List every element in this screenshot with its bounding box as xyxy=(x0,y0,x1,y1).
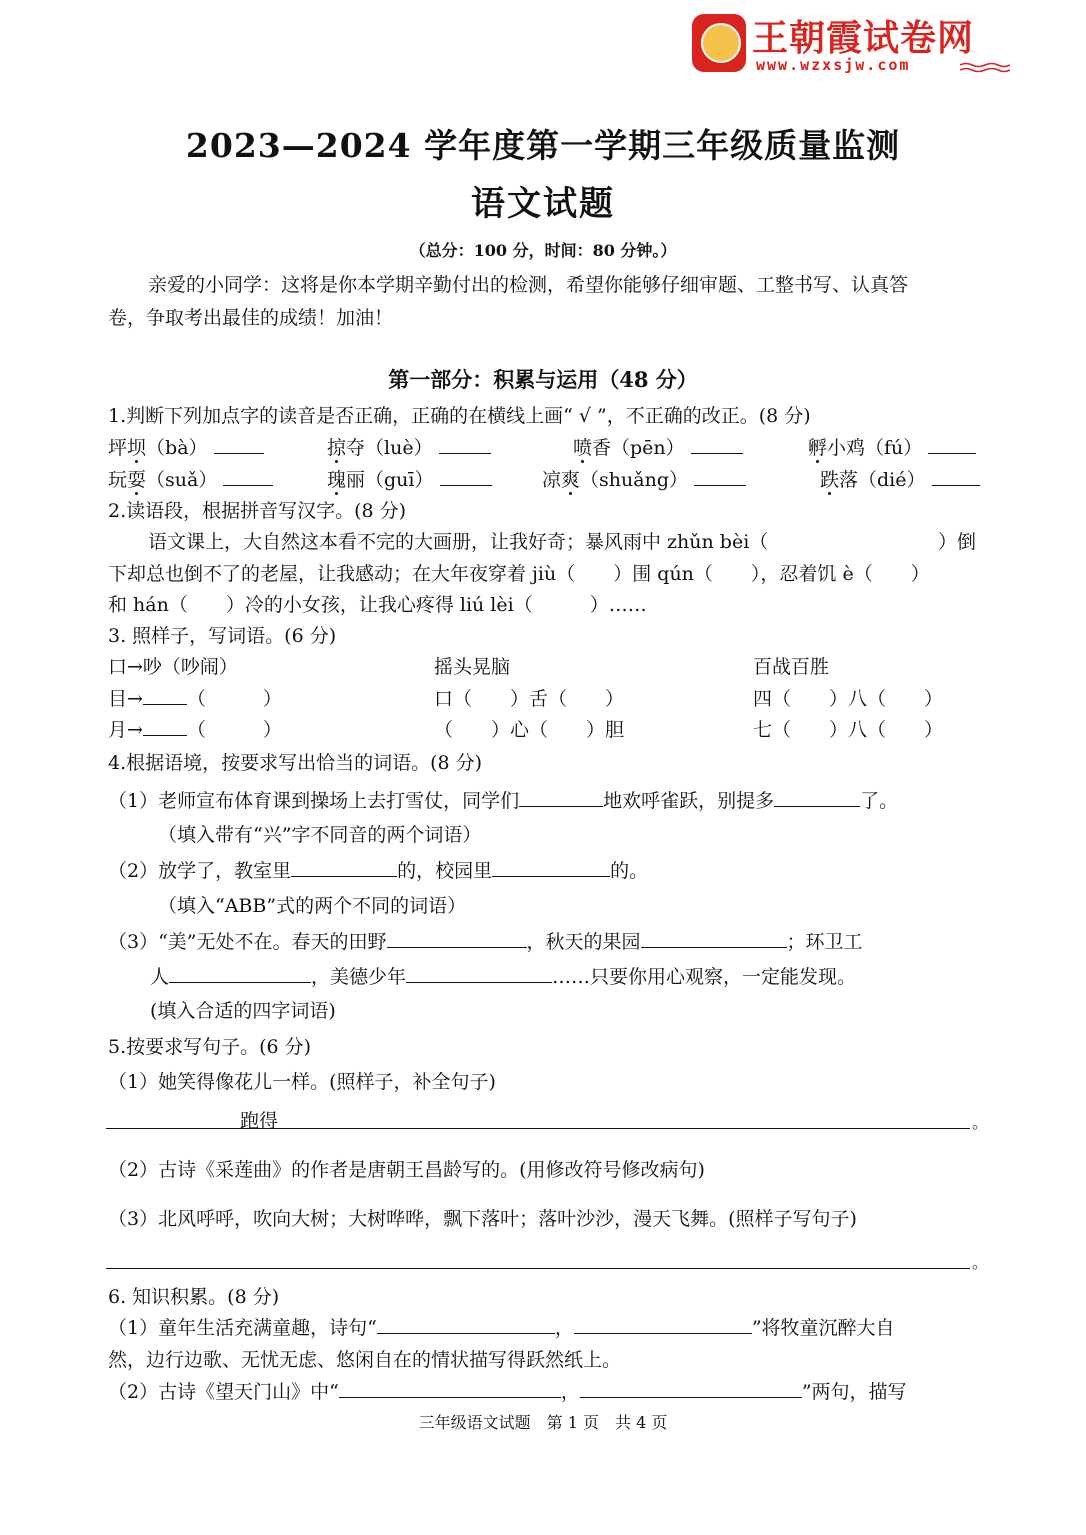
q4-sentence-2: （2）放学了，教室里 的，校园里 的。 xyxy=(108,860,649,882)
logo-url: www.wzxsjw.com xyxy=(756,56,911,74)
q3-answer-blank[interactable] xyxy=(143,717,187,736)
q1-item-3: 喷香（pēn） xyxy=(573,433,743,460)
exam-subtitle: 语文试题 xyxy=(471,184,615,224)
q4-answer-blank[interactable] xyxy=(169,964,311,983)
logo-title: 王朝霞试卷网 xyxy=(752,18,975,59)
q4-answer-blank[interactable] xyxy=(492,858,610,877)
q1-item-1: 坪坝（bà） xyxy=(108,433,264,460)
exam-title: 2023—2024 学年度第一学期三年级质量监测 xyxy=(185,126,901,165)
q1-answer-blank[interactable] xyxy=(214,435,264,454)
q3-example-2: 摇头晃脑 xyxy=(434,656,511,678)
exam-meta: （总分：100 分，时间：80 分钟。） xyxy=(409,241,677,260)
q2-line-1a: 语文课上，大自然这本看不完的大画册，让我好奇；暴风雨中 zhǔn bèi（ xyxy=(148,531,769,553)
q2-line-1b: ）倒 xyxy=(938,531,977,553)
q4-sentence-3: （3）“美”无处不在。春天的田野 ，秋天的果园 ；环卫工 xyxy=(108,931,863,953)
q3-row-2-right: 七（ ）八（ ） xyxy=(753,719,944,741)
q2-line-2: 下却总也倒不了的老屋，让我感动；在大年夜穿着 jiù（ ）围 qún（ ），忍着饥 è（ ） xyxy=(108,563,930,585)
wave-icon xyxy=(960,62,1010,74)
q1-answer-blank[interactable] xyxy=(694,467,746,486)
q2-title: 2.读语段，根据拼音写汉字。(8 分) xyxy=(108,500,407,522)
q3-example-3: 百战百胜 xyxy=(753,656,830,678)
q5-sentence-2: （2）古诗《采莲曲》的作者是唐朝王昌龄写的。(用修改符号修改病句) xyxy=(108,1159,705,1181)
q6-answer-blank[interactable] xyxy=(574,1315,752,1334)
q1-item-2: 掠夺（luè） xyxy=(327,433,491,460)
q3-answer-blank[interactable] xyxy=(143,686,187,705)
q1-item-5: 玩耍（suǎ） xyxy=(108,465,273,492)
q5-period-1: 。 xyxy=(972,1113,989,1132)
q4-note-1: （填入带有“兴”字不同音的两个词语） xyxy=(158,824,482,846)
q4-note-2: （填入“ABB”式的两个不同的词语） xyxy=(158,895,467,917)
q3-row-1-left: 目→ （ ） xyxy=(108,688,282,710)
q6-answer-blank[interactable] xyxy=(580,1379,802,1398)
q6-answer-blank[interactable] xyxy=(377,1315,555,1334)
q1-answer-blank[interactable] xyxy=(932,467,980,486)
page-footer: 三年级语文试题 第 1 页 共 4 页 xyxy=(418,1413,668,1432)
q4-note-3: (填入合适的四字词语) xyxy=(150,1000,336,1022)
q1-item-6: 瑰丽（guī） xyxy=(327,465,492,492)
intro-line-1: 亲爱的小同学：这将是你本学期辛勤付出的检测，希望你能够仔细审题、工整书写、认真答 xyxy=(148,274,909,296)
q4-answer-blank[interactable] xyxy=(387,929,527,948)
q6-sentence-2: （2）古诗《望天门山》中“ ， ”两句，描写 xyxy=(108,1381,907,1403)
q3-row-1-middle: 口（ ）舌（ ） xyxy=(434,688,625,710)
q5-answer-prefix: 跑得 xyxy=(240,1110,279,1132)
q4-title: 4.根据语境，按要求写出恰当的词语。(8 分) xyxy=(108,752,483,774)
q5-title: 5.按要求写句子。(6 分) xyxy=(108,1036,312,1058)
q1-answer-blank[interactable] xyxy=(439,435,491,454)
q1-answer-blank[interactable] xyxy=(928,435,976,454)
q1-answer-blank[interactable] xyxy=(691,435,743,454)
q1-answer-blank[interactable] xyxy=(223,467,273,486)
intro-line-2: 卷，争取考出最佳的成绩！加油！ xyxy=(108,307,394,329)
q3-row-1-right: 四（ ）八（ ） xyxy=(753,688,944,710)
q3-row-2-middle: （ ）心（ ）胆 xyxy=(434,719,625,741)
q1-item-4: 孵小鸡（fú） xyxy=(808,433,976,460)
q4-answer-blank[interactable] xyxy=(291,858,397,877)
q5-answer-line-1[interactable] xyxy=(106,1128,970,1129)
q3-example-1: 口→吵（吵闹） xyxy=(108,656,238,678)
q4-answer-blank[interactable] xyxy=(519,788,603,807)
q6-answer-blank[interactable] xyxy=(339,1379,561,1398)
q4-sentence-3-cont: 人 ，美德少年 ……只要你用心观察，一定能发现。 xyxy=(150,966,857,988)
q5-sentence-3: （3）北风呼呼，吹向大树；大树哗哗，飘下落叶；落叶沙沙，漫天飞舞。(照样子写句子) xyxy=(108,1208,857,1230)
q6-title: 6. 知识积累。(8 分) xyxy=(108,1286,280,1308)
q3-title: 3. 照样子，写词语。(6 分) xyxy=(108,625,337,647)
q4-sentence-1: （1）老师宣布体育课到操场上去打雪仗，同学们 地欢呼雀跃，别提多 了。 xyxy=(108,790,899,812)
q6-sentence-1-cont: 然，边行边歌、无忧无虑、悠闲自在的情状描写得跃然纸上。 xyxy=(108,1349,622,1371)
q5-period-2: 。 xyxy=(972,1253,989,1272)
site-logo[interactable] xyxy=(690,10,1020,76)
q4-answer-blank[interactable] xyxy=(641,929,787,948)
q5-sentence-1: （1）她笑得像花儿一样。(照样子，补全句子) xyxy=(108,1071,496,1093)
q3-row-2-left: 月→ （ ） xyxy=(108,719,282,741)
q4-answer-blank[interactable] xyxy=(406,964,552,983)
q1-item-8: 跌落（dié） xyxy=(820,465,980,492)
q5-answer-line-2[interactable] xyxy=(106,1268,970,1269)
q6-sentence-1: （1）童年生活充满童趣，诗句“ ， ”将牧童沉醉大自 xyxy=(108,1317,895,1339)
part-1-title: 第一部分：积累与运用（48 分） xyxy=(388,367,698,392)
q1-answer-blank[interactable] xyxy=(440,467,492,486)
q1-title: 1.判断下列加点字的读音是否正确，正确的在横线上画“ √ ”，不正确的改正。(8 分) xyxy=(108,405,811,427)
logo-badge-icon xyxy=(692,14,746,72)
q4-answer-blank[interactable] xyxy=(774,788,860,807)
q2-line-3: 和 hán（ ）冷的小女孩，让我心疼得 liú lèi（ ）…… xyxy=(108,594,647,616)
q1-item-7: 凉爽（shuǎng） xyxy=(542,465,746,492)
